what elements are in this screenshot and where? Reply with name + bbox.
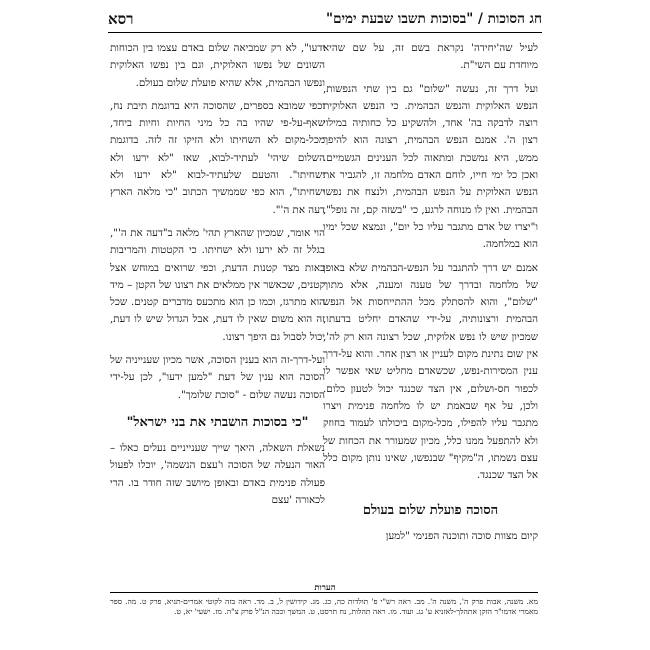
paragraph: לעיל שה'יחידה' נקראת בשם זה, על שם שהיא מיוחדת עם השי"ת.	[323, 42, 538, 72]
paragraph: הוי אומר, שמכיון שהארץ תהי' מלאה ב"דעה את ה'", בגלל זה לא ירעו ולא ישחיתו. כי הקטטות והמריבות באות מצד קטנות הדעת, וכפי שרואים במוחש אצל קטנים, שכאשר אין ממלאים את רצונו של הקטן – מיד הוא מתרגז, וכמו כן הוא מתכעס מדברים קטנים. שכל זה הוא משום שאין לו דעת, אבל הגדול שיש לו דעת, יכול לסבול גם היפך רצונו.	[110, 226, 325, 343]
paragraph: נשאלת השאלה, היאך שייך שענייניים נעלים כאלו – האור הנעלה של הסוכה ו'עצם הנשמה', יוכלו לפעול פעולה פנימית באדם ובאופן מיושב שזה חודר בו. הרי לכאורה 'עצם	[110, 441, 325, 506]
left-column	[110, 40, 325, 515]
paragraph: אמנם יש דרך להתגבר על הנפש-הבהמית שלא באופן של מלחמה ובדרך של טענה ומענה, אלא מתוך "שלום", והוא להסתלק מכל ההתייחסות אל הנפש הבהמית ורצונותיה, על-ידי שהאדם יחליט בדעתו, שמכיון שיש לו נפש אלוקית, שכל רצונה הוא רק לה', אין שום נתינת מקום לעניין או רצון אחר. והוא על-דרך ענין המסירות-נפש, שכשאדם מחליט שאי אפשר לו לכפור חס-ושלום, אין הצד שכנגד יכול לטעון כלום. ולכן, על אף שבאמת יש לו מלחמה פנימית ויצרו מתגבר עליו להפילו, מכל-מקום ביכולתו לעמוד בחוזק ולא להתפעל ממנו כלל, מכיון שמעורר את הכחות של עצם נשמתו, ה"מקיף" שבנפשו, שאינו נותן מקום כלל אל הצד שכנגד.	[323, 261, 538, 482]
paragraph: ועל דרך זה, נעשה "שלום" גם בין שתי הנפשות, הנפש האלוקית והנפש הבהמית. כי הנפש האלוקית רוצה לדבקה בה' אחד, ולהשקיע כל כחותיה במילוי רצון ה'. אמנם הנפש הבהמית, רצונה הוא להיפך ממש, היא נמשכת ומתאוה לכל הענינים הגשמיים. ואכן כל ימי חייו, לוחם האדם מלחמה זו, להגביר את הנפש האלוקית על הנפש הבהמית, ולנצח את נפשו הבהמית. ואין לו מנוחה לרגע, כי "בשזה קם, זה נופל", ו"יצרו של אדם מתגבר עליו כל יום", ונמצא שכל ימיו הוא במלחמה.	[323, 82, 538, 251]
paragraph: קיום מצוות סוכה ותוכנה הפנימי "למען	[385, 530, 538, 543]
page-header	[108, 6, 542, 33]
right-column	[323, 40, 538, 552]
paragraph: ועל-דרך-זה הוא בענין הסוכה, אשר מכיון שענייניה של הסוכה הוא ענין של דעת "למען ידעו", לכן על-ידי הסוכה נעשה שלום - "סוכת שלומך".	[110, 354, 325, 401]
page-number: רסא	[108, 9, 134, 28]
section-heading: הסוכה פועלת שלום בעולם	[362, 503, 499, 519]
notes-title-label: הערות	[306, 583, 343, 593]
paragraph: וכפי שמובא בספרים, שהסוכה היא בדוגמת תיבת נח, שאף-על-פי שהיו בה כל מיני החיות וחיות ביחד, מכל-מקום לא השחיתו ולא הזיקו זה לזה. בדוגמת השלום שיהי' לעתיד-לבוא, שאז "לא ירעו ולא ישחיתו". והטעם שלעתיד-לבוא "לא ירעו ולא ישחיתו", הוא כפי שממשיך הכתוב "כי מלאה הארץ דעה את ה'".	[110, 99, 325, 216]
running-title: חג הסוכות / "בסוכות תשבו שבעת ימים"	[326, 11, 542, 27]
paragraph: ידעו", לא רק שמביאה שלום באדם עצמו בין הכוחות השונים של נפשו האלוקית, וגם בין נפשו האלוקית ונפשו הבהמית, אלא שהיא פועלת שלום בעולם.	[110, 42, 325, 89]
footnotes: מא. משנה, אבות פרק ה', משנה ה'. מב. ראה רש"י פ' תולדות כה, כג. מג. קידושין ל, ב. מד. ראה בזה לקוטי אמרים-תניא, פרק ט. מה. ספר מאמרי אדמו"ר הזקן אתהלך-לאזניא ע' נג. ועוד. מו. ראה תהלות, נח תרסט, ט. המשך וככה הנ"ל פרק צ"ה. מז. ישעי' יא, ט.	[110, 592, 538, 617]
section-heading: "כי בסוכות הושבתי את בני ישראל"	[126, 414, 309, 430]
